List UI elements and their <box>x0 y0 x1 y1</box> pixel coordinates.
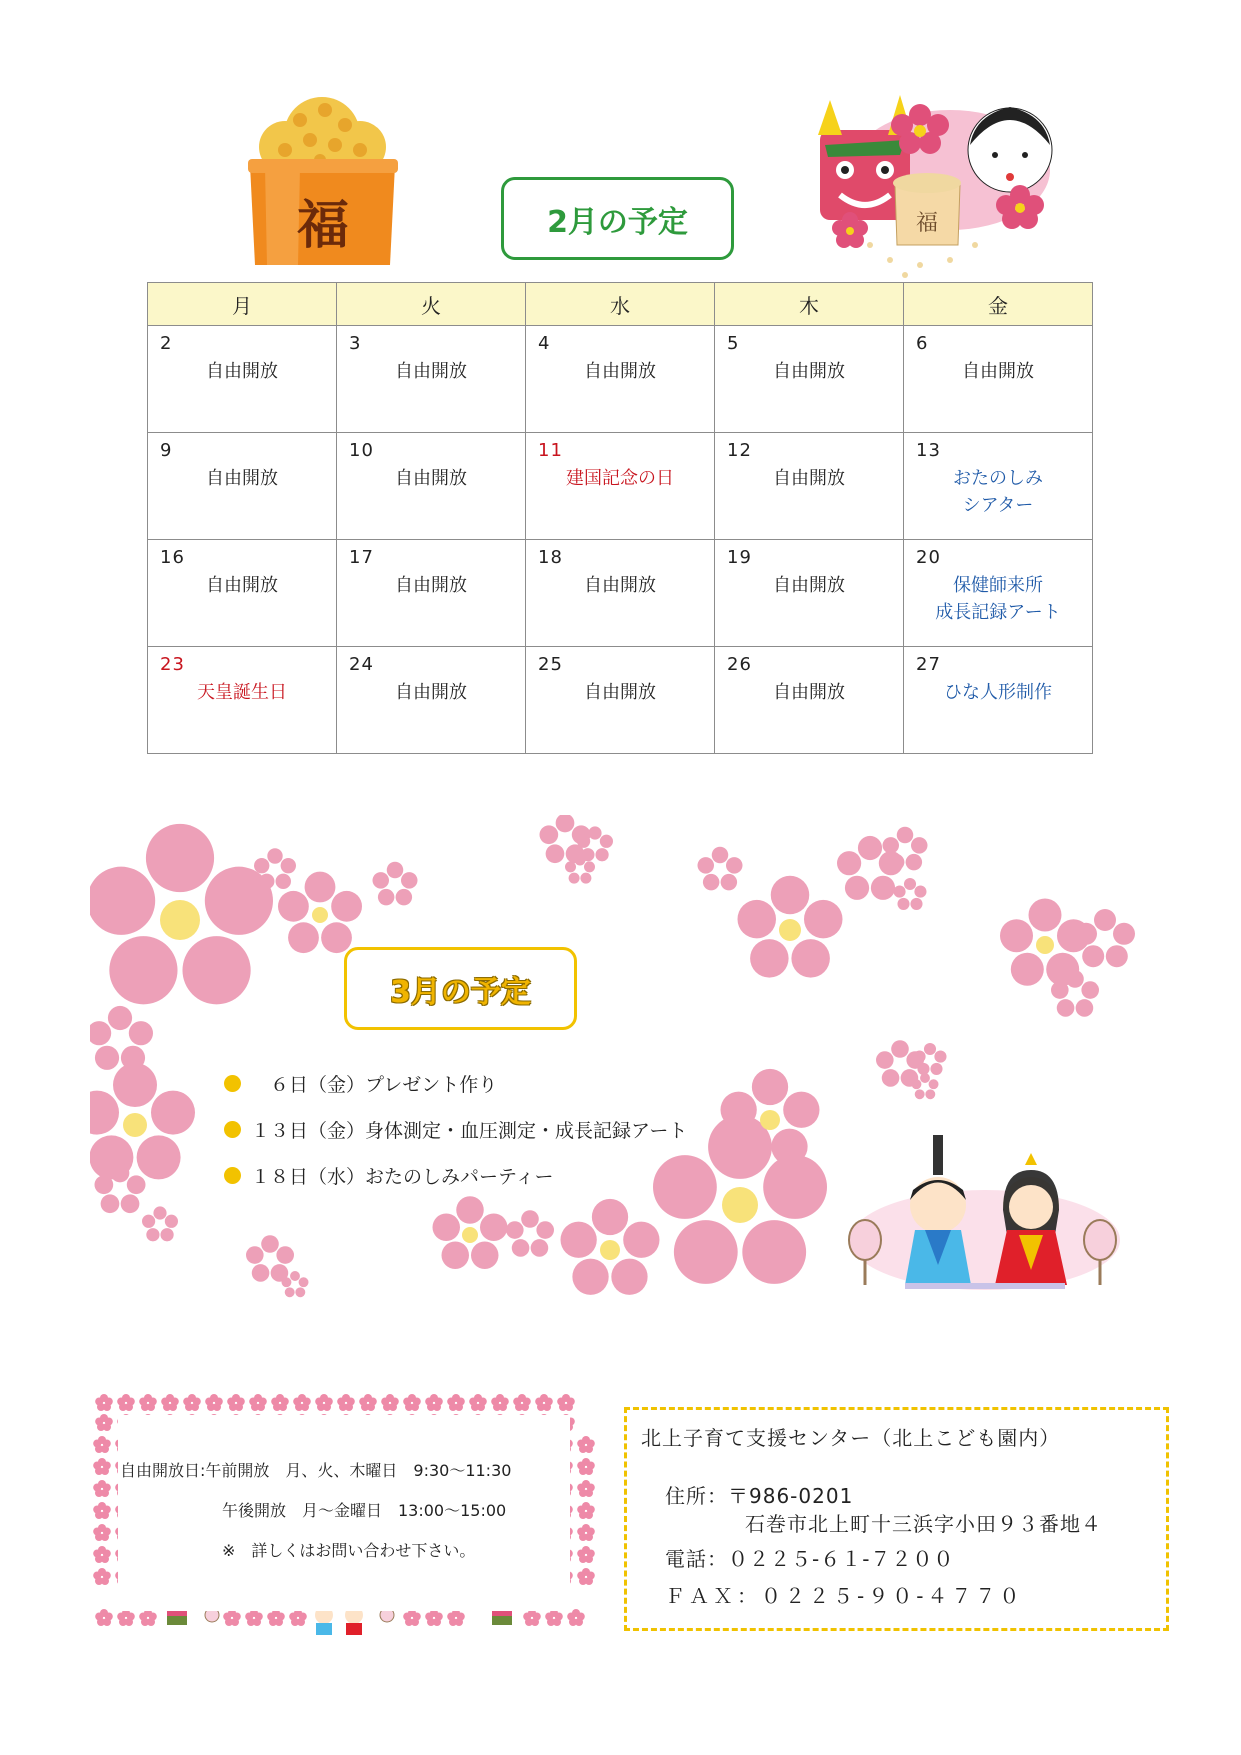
plum-frame-flower <box>95 1414 113 1431</box>
fuku-text: 福 <box>296 195 350 256</box>
march-item-text: １３日（金）身体測定・血圧測定・成長記録アート <box>251 1120 688 1142</box>
holiday-event: 天皇誕生日 <box>197 682 287 703</box>
day-number: 24 <box>349 654 374 675</box>
plum-frame-flower <box>93 1458 111 1475</box>
plum-frame-flower <box>315 1394 333 1411</box>
march-schedule-item <box>224 1162 553 1189</box>
hours-note: ※ 詳しくはお問い合わせ下さい。 <box>222 1541 476 1560</box>
opening-hours-box <box>92 1393 596 1639</box>
center-fax: ＦＡＸ：０２２５-９０-４７７０ <box>665 1584 1024 1608</box>
day-number: 3 <box>349 333 362 354</box>
plum-frame-flower <box>535 1394 553 1411</box>
calendar-week-row <box>148 540 1093 647</box>
plum-frame-flower <box>381 1394 399 1411</box>
calendar-day-cell <box>904 326 1093 433</box>
bullet-icon <box>224 1121 241 1138</box>
weekday-header-row <box>148 283 1093 326</box>
calendar-day-cell <box>526 647 715 754</box>
day-number: 10 <box>349 440 374 461</box>
plum-frame-flower <box>289 1609 307 1626</box>
calendar-day-cell <box>526 540 715 647</box>
plum-frame-flower <box>139 1394 157 1411</box>
plum-frame-flower <box>577 1458 595 1475</box>
weekday-header: 金 <box>904 283 1093 326</box>
plum-frame-flower <box>117 1609 135 1626</box>
plum-frame-flower <box>267 1609 285 1626</box>
plum-frame-flower <box>469 1394 487 1411</box>
plum-frame-flower <box>447 1394 465 1411</box>
plum-frame-flower <box>271 1394 289 1411</box>
day-number: 13 <box>916 440 941 461</box>
plum-frame-flower <box>425 1394 443 1411</box>
march-title: 3月の予定 <box>344 947 577 1030</box>
plum-frame-flower <box>577 1502 595 1519</box>
day-event: 自由開放 <box>395 682 467 703</box>
day-event: 自由開放 <box>584 361 656 382</box>
center-phone: 電話：０２２５-６１-７２００ <box>665 1547 955 1571</box>
hours-afternoon: 午後開放 月～金曜日 13:00～15:00 <box>222 1501 507 1520</box>
center-name: 北上子育て支援センター（北上こども園内） <box>641 1426 1061 1450</box>
day-event: 自由開放 <box>206 575 278 596</box>
plum-frame-flower <box>95 1609 113 1626</box>
plum-frame-flower <box>227 1394 245 1411</box>
day-number: 17 <box>349 547 374 568</box>
calendar-day-cell <box>715 433 904 540</box>
calendar-day-cell <box>337 326 526 433</box>
day-number: 25 <box>538 654 563 675</box>
masu-text: 福 <box>915 211 939 236</box>
day-event: 自由開放 <box>206 361 278 382</box>
calendar-day-cell <box>715 647 904 754</box>
plum-frame-flower <box>223 1609 241 1626</box>
calendar-week-row <box>148 326 1093 433</box>
day-event: 自由開放 <box>962 361 1034 382</box>
center-info-box <box>624 1407 1169 1631</box>
plum-frame-flower <box>93 1502 111 1519</box>
day-event: 自由開放 <box>395 575 467 596</box>
march-schedule-item <box>224 1070 497 1097</box>
plum-frame-flower <box>491 1394 509 1411</box>
plum-frame-flower <box>523 1609 541 1626</box>
calendar-week-row <box>148 647 1093 754</box>
special-event: 保健師来所 <box>953 575 1043 596</box>
oni-okame-illustration <box>800 95 1055 280</box>
day-number: 16 <box>160 547 185 568</box>
special-event-line2: シアター <box>962 495 1034 516</box>
weekday-header: 木 <box>715 283 904 326</box>
day-number: 23 <box>160 654 185 675</box>
plum-frame-flower <box>245 1609 263 1626</box>
day-event: 自由開放 <box>773 682 845 703</box>
plum-frame-flower <box>93 1524 111 1541</box>
fuku-bean-box-illustration <box>240 95 405 270</box>
calendar-day-cell <box>526 326 715 433</box>
holiday-event: 建国記念の日 <box>566 468 674 489</box>
plum-frame-flower <box>577 1436 595 1453</box>
plum-frame-flower <box>205 1394 223 1411</box>
plum-frame-flower <box>93 1480 111 1497</box>
plum-frame-flower <box>513 1394 531 1411</box>
day-event: 自由開放 <box>584 575 656 596</box>
plum-frame-flower <box>161 1394 179 1411</box>
plum-frame-flower <box>95 1394 113 1411</box>
bullet-icon <box>224 1075 241 1092</box>
plum-frame-flower <box>93 1436 111 1453</box>
calendar-day-cell <box>148 647 337 754</box>
calendar-day-cell <box>148 540 337 647</box>
bullet-icon <box>224 1167 241 1184</box>
hours-weekday-morning: 自由開放日:午前開放 月、火、木曜日 9:30～11:30 <box>120 1461 512 1480</box>
day-event: 自由開放 <box>773 361 845 382</box>
center-address-label: 住所：〒986-0201 <box>665 1484 854 1508</box>
calendar-day-cell <box>148 433 337 540</box>
plum-frame-flower <box>403 1609 421 1626</box>
day-number: 6 <box>916 333 929 354</box>
plum-frame-flower <box>403 1394 421 1411</box>
day-number: 4 <box>538 333 551 354</box>
plum-frame-flower <box>577 1546 595 1563</box>
plum-frame-flower <box>117 1394 135 1411</box>
day-number: 5 <box>727 333 740 354</box>
day-event: 自由開放 <box>773 468 845 489</box>
march-item-text: １８日（水）おたのしみパーティー <box>251 1166 554 1188</box>
february-calendar <box>147 282 1093 754</box>
day-number: 20 <box>916 547 941 568</box>
calendar-day-cell <box>715 326 904 433</box>
hina-dolls-illustration <box>845 1135 1120 1290</box>
calendar-day-cell <box>715 540 904 647</box>
march-schedule-item <box>224 1116 687 1143</box>
calendar-day-cell <box>904 433 1093 540</box>
day-event: 自由開放 <box>395 468 467 489</box>
weekday-header: 水 <box>526 283 715 326</box>
day-number: 11 <box>538 440 563 461</box>
day-event: 自由開放 <box>773 575 845 596</box>
day-number: 27 <box>916 654 941 675</box>
weekday-header: 火 <box>337 283 526 326</box>
plum-frame-flower <box>293 1394 311 1411</box>
march-item-text: ６日（金）プレゼント作り <box>251 1074 498 1096</box>
plum-frame-flower <box>577 1568 595 1585</box>
plum-frame-flower <box>337 1394 355 1411</box>
calendar-day-cell <box>904 647 1093 754</box>
center-address: 石巻市北上町十三浜字小田９３番地４ <box>745 1512 1102 1536</box>
day-number: 12 <box>727 440 752 461</box>
calendar-week-row <box>148 433 1093 540</box>
day-number: 9 <box>160 440 173 461</box>
day-number: 26 <box>727 654 752 675</box>
day-event: 自由開放 <box>206 468 278 489</box>
plum-frame-flower <box>425 1609 443 1626</box>
calendar-day-cell <box>337 647 526 754</box>
plum-frame-flower <box>545 1609 563 1626</box>
plum-frame-flower <box>577 1480 595 1497</box>
weekday-header: 月 <box>148 283 337 326</box>
plum-frame-flower <box>249 1394 267 1411</box>
plum-frame-flower <box>139 1609 157 1626</box>
plum-frame-flower <box>359 1394 377 1411</box>
plum-frame-flower <box>93 1568 111 1585</box>
special-event: ひな人形制作 <box>944 682 1052 703</box>
plum-frame-flower <box>567 1609 585 1626</box>
plum-frame-flower <box>557 1394 575 1411</box>
special-event: おたのしみ <box>953 468 1043 489</box>
day-number: 19 <box>727 547 752 568</box>
calendar-day-cell <box>904 540 1093 647</box>
plum-frame-flower <box>183 1394 201 1411</box>
day-event: 自由開放 <box>584 682 656 703</box>
calendar-day-cell <box>526 433 715 540</box>
february-title: 2月の予定 <box>501 177 734 260</box>
plum-frame-flower <box>577 1524 595 1541</box>
special-event-line2: 成長記録アート <box>935 602 1061 623</box>
calendar-day-cell <box>337 540 526 647</box>
day-event: 自由開放 <box>395 361 467 382</box>
calendar-day-cell <box>337 433 526 540</box>
day-number: 18 <box>538 547 563 568</box>
plum-frame-flower <box>93 1546 111 1563</box>
calendar-day-cell <box>148 326 337 433</box>
plum-frame-flower <box>447 1609 465 1626</box>
day-number: 2 <box>160 333 173 354</box>
